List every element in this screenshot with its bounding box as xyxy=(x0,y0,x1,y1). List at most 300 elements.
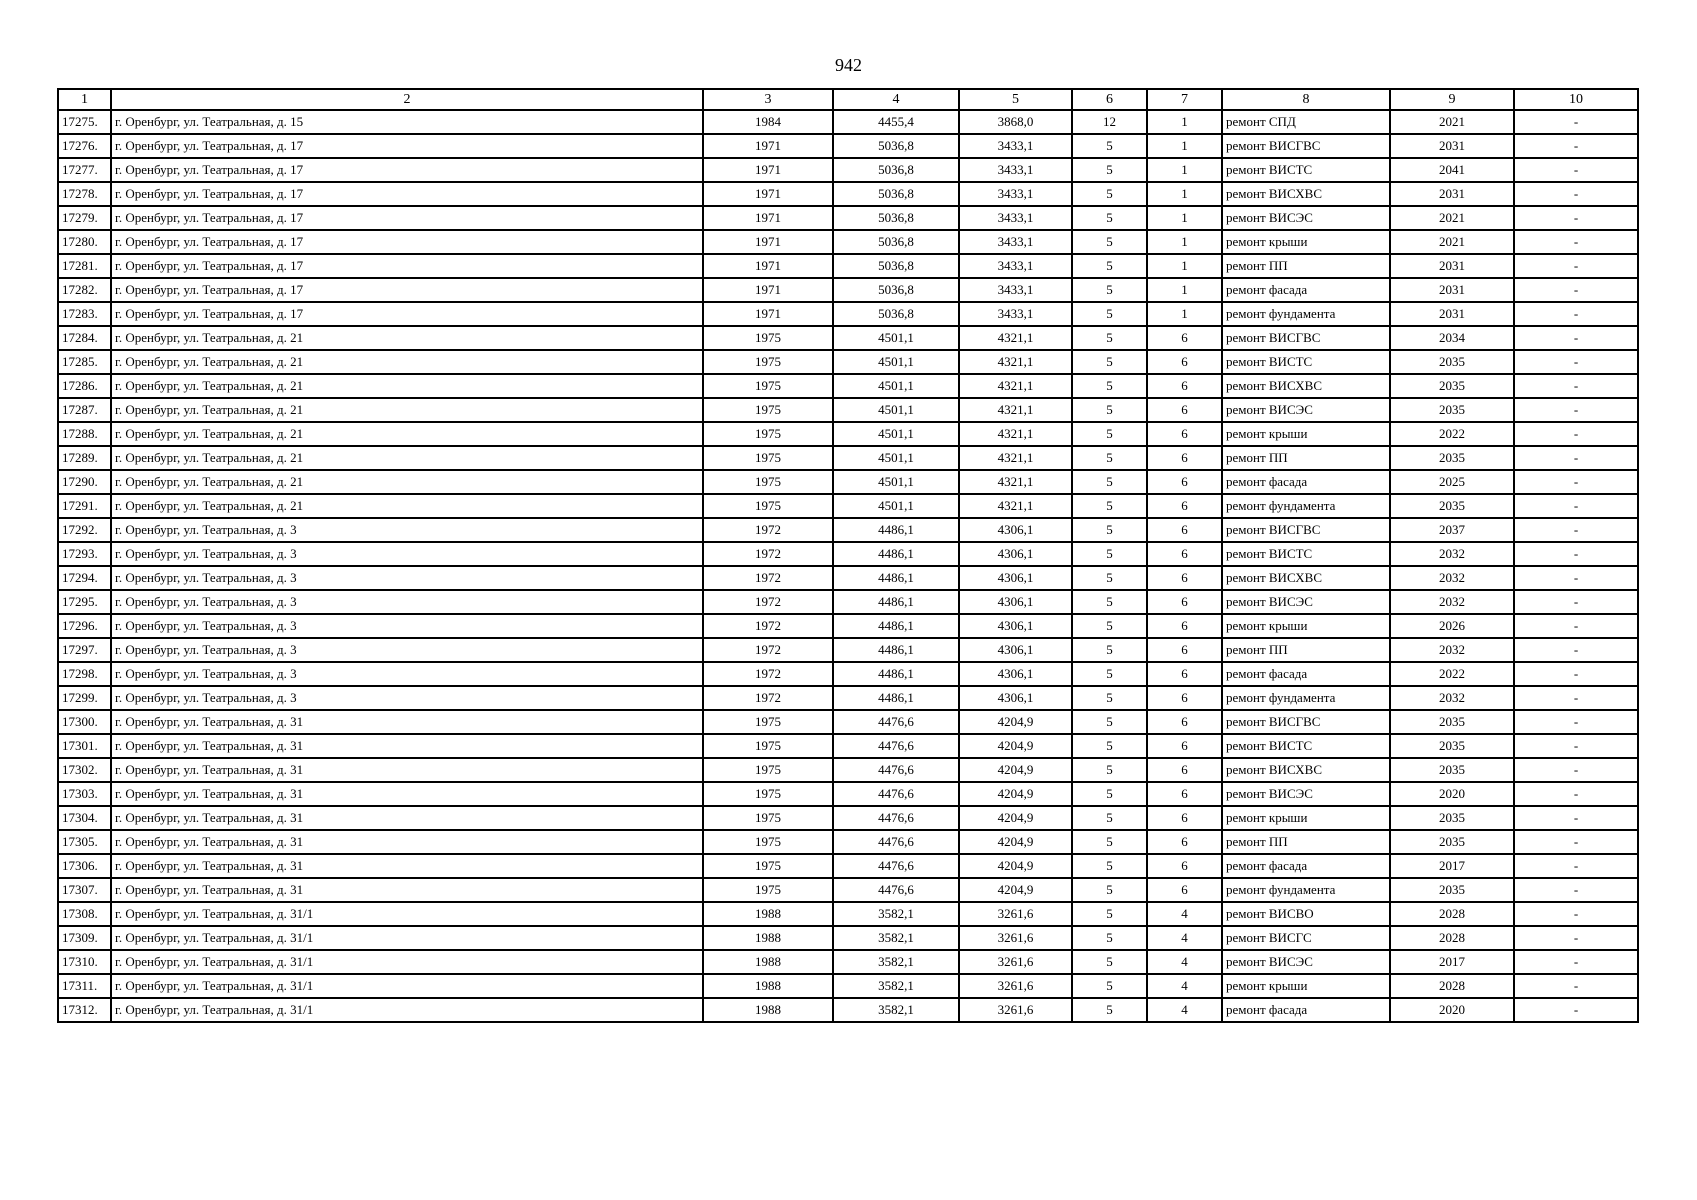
cell-living-area: 4204,9 xyxy=(959,854,1072,878)
cell-work-type: ремонт фасада xyxy=(1222,854,1390,878)
cell-work-type: ремонт ВИСГВС xyxy=(1222,518,1390,542)
cell-row-number: 17311. xyxy=(58,974,111,998)
cell-floors: 5 xyxy=(1072,542,1147,566)
cell-floors: 5 xyxy=(1072,134,1147,158)
cell-work-type: ремонт ВИСГВС xyxy=(1222,134,1390,158)
cell-year-built: 1972 xyxy=(703,614,833,638)
cell-planned-year: 2028 xyxy=(1390,902,1514,926)
cell-entrances: 6 xyxy=(1147,446,1222,470)
cell-address: г. Оренбург, ул. Театральная, д. 21 xyxy=(111,374,703,398)
cell-total-area: 5036,8 xyxy=(833,254,959,278)
cell-entrances: 6 xyxy=(1147,662,1222,686)
cell-entrances: 6 xyxy=(1147,878,1222,902)
cell-row-number: 17285. xyxy=(58,350,111,374)
cell-entrances: 1 xyxy=(1147,158,1222,182)
cell-floors: 5 xyxy=(1072,302,1147,326)
cell-year-built: 1975 xyxy=(703,758,833,782)
cell-row-number: 17297. xyxy=(58,638,111,662)
table-row xyxy=(58,182,1638,206)
cell-living-area: 3433,1 xyxy=(959,254,1072,278)
cell-entrances: 6 xyxy=(1147,638,1222,662)
cell-address: г. Оренбург, ул. Театральная, д. 3 xyxy=(111,614,703,638)
cell-floors: 5 xyxy=(1072,326,1147,350)
cell-row-number: 17281. xyxy=(58,254,111,278)
table-row xyxy=(58,830,1638,854)
cell-work-type: ремонт фасада xyxy=(1222,470,1390,494)
cell-cost: - xyxy=(1514,158,1638,182)
cell-year-built: 1971 xyxy=(703,134,833,158)
cell-living-area: 4321,1 xyxy=(959,494,1072,518)
cell-address: г. Оренбург, ул. Театральная, д. 31 xyxy=(111,854,703,878)
cell-entrances: 6 xyxy=(1147,614,1222,638)
cell-total-area: 5036,8 xyxy=(833,206,959,230)
cell-cost: - xyxy=(1514,254,1638,278)
cell-planned-year: 2026 xyxy=(1390,614,1514,638)
cell-floors: 5 xyxy=(1072,710,1147,734)
cell-address: г. Оренбург, ул. Театральная, д. 17 xyxy=(111,134,703,158)
cell-cost: - xyxy=(1514,830,1638,854)
cell-entrances: 6 xyxy=(1147,350,1222,374)
column-header-1: 1 xyxy=(58,89,111,110)
cell-total-area: 3582,1 xyxy=(833,902,959,926)
cell-living-area: 4204,9 xyxy=(959,758,1072,782)
cell-floors: 5 xyxy=(1072,926,1147,950)
cell-total-area: 4476,6 xyxy=(833,806,959,830)
cell-row-number: 17280. xyxy=(58,230,111,254)
cell-total-area: 4501,1 xyxy=(833,326,959,350)
column-header-8: 8 xyxy=(1222,89,1390,110)
cell-row-number: 17294. xyxy=(58,566,111,590)
cell-address: г. Оренбург, ул. Театральная, д. 15 xyxy=(111,110,703,134)
cell-row-number: 17309. xyxy=(58,926,111,950)
cell-address: г. Оренбург, ул. Театральная, д. 31/1 xyxy=(111,902,703,926)
cell-address: г. Оренбург, ул. Театральная, д. 3 xyxy=(111,518,703,542)
cell-entrances: 6 xyxy=(1147,374,1222,398)
cell-year-built: 1988 xyxy=(703,950,833,974)
cell-work-type: ремонт ВИСЭС xyxy=(1222,206,1390,230)
cell-floors: 5 xyxy=(1072,662,1147,686)
cell-floors: 5 xyxy=(1072,950,1147,974)
cell-entrances: 1 xyxy=(1147,254,1222,278)
cell-row-number: 17296. xyxy=(58,614,111,638)
column-header-5: 5 xyxy=(959,89,1072,110)
cell-floors: 5 xyxy=(1072,734,1147,758)
cell-total-area: 5036,8 xyxy=(833,134,959,158)
cell-living-area: 4321,1 xyxy=(959,398,1072,422)
cell-address: г. Оренбург, ул. Театральная, д. 3 xyxy=(111,662,703,686)
cell-living-area: 4321,1 xyxy=(959,374,1072,398)
cell-cost: - xyxy=(1514,398,1638,422)
cell-planned-year: 2035 xyxy=(1390,734,1514,758)
table-row xyxy=(58,758,1638,782)
cell-entrances: 1 xyxy=(1147,182,1222,206)
table-row xyxy=(58,878,1638,902)
column-header-4: 4 xyxy=(833,89,959,110)
cell-address: г. Оренбург, ул. Театральная, д. 21 xyxy=(111,350,703,374)
column-header-6: 6 xyxy=(1072,89,1147,110)
cell-entrances: 6 xyxy=(1147,470,1222,494)
table-row xyxy=(58,782,1638,806)
table-body xyxy=(58,110,1638,1022)
cell-work-type: ремонт ВИСХВС xyxy=(1222,566,1390,590)
cell-row-number: 17307. xyxy=(58,878,111,902)
cell-work-type: ремонт ВИСХВС xyxy=(1222,758,1390,782)
repair-schedule-table xyxy=(57,88,1639,1023)
cell-planned-year: 2020 xyxy=(1390,998,1514,1022)
table-row xyxy=(58,278,1638,302)
cell-total-area: 4501,1 xyxy=(833,446,959,470)
cell-work-type: ремонт ВИСГВС xyxy=(1222,326,1390,350)
cell-year-built: 1988 xyxy=(703,974,833,998)
cell-entrances: 4 xyxy=(1147,902,1222,926)
cell-row-number: 17292. xyxy=(58,518,111,542)
cell-planned-year: 2031 xyxy=(1390,254,1514,278)
cell-address: г. Оренбург, ул. Театральная, д. 17 xyxy=(111,302,703,326)
cell-address: г. Оренбург, ул. Театральная, д. 21 xyxy=(111,470,703,494)
cell-entrances: 6 xyxy=(1147,710,1222,734)
cell-row-number: 17277. xyxy=(58,158,111,182)
cell-work-type: ремонт крыши xyxy=(1222,974,1390,998)
column-header-2: 2 xyxy=(111,89,703,110)
cell-planned-year: 2035 xyxy=(1390,446,1514,470)
cell-entrances: 6 xyxy=(1147,782,1222,806)
cell-work-type: ремонт фасада xyxy=(1222,662,1390,686)
cell-total-area: 4486,1 xyxy=(833,566,959,590)
cell-total-area: 3582,1 xyxy=(833,974,959,998)
cell-total-area: 4486,1 xyxy=(833,518,959,542)
table-row xyxy=(58,374,1638,398)
cell-living-area: 4321,1 xyxy=(959,446,1072,470)
cell-living-area: 4204,9 xyxy=(959,734,1072,758)
cell-row-number: 17308. xyxy=(58,902,111,926)
cell-address: г. Оренбург, ул. Театральная, д. 31 xyxy=(111,830,703,854)
column-header-7: 7 xyxy=(1147,89,1222,110)
cell-cost: - xyxy=(1514,614,1638,638)
cell-address: г. Оренбург, ул. Театральная, д. 21 xyxy=(111,398,703,422)
cell-year-built: 1975 xyxy=(703,710,833,734)
table-row xyxy=(58,230,1638,254)
cell-work-type: ремонт крыши xyxy=(1222,806,1390,830)
cell-living-area: 3433,1 xyxy=(959,182,1072,206)
cell-planned-year: 2035 xyxy=(1390,350,1514,374)
cell-planned-year: 2031 xyxy=(1390,134,1514,158)
cell-planned-year: 2032 xyxy=(1390,542,1514,566)
cell-entrances: 6 xyxy=(1147,398,1222,422)
cell-row-number: 17300. xyxy=(58,710,111,734)
cell-work-type: ремонт ВИСЭС xyxy=(1222,950,1390,974)
cell-planned-year: 2031 xyxy=(1390,182,1514,206)
column-header-3: 3 xyxy=(703,89,833,110)
cell-planned-year: 2032 xyxy=(1390,590,1514,614)
cell-total-area: 4486,1 xyxy=(833,686,959,710)
cell-total-area: 4501,1 xyxy=(833,374,959,398)
cell-work-type: ремонт ВИСЭС xyxy=(1222,590,1390,614)
cell-cost: - xyxy=(1514,710,1638,734)
cell-row-number: 17302. xyxy=(58,758,111,782)
cell-floors: 5 xyxy=(1072,878,1147,902)
cell-year-built: 1972 xyxy=(703,638,833,662)
cell-total-area: 3582,1 xyxy=(833,950,959,974)
cell-address: г. Оренбург, ул. Театральная, д. 31 xyxy=(111,734,703,758)
cell-cost: - xyxy=(1514,302,1638,326)
cell-living-area: 3261,6 xyxy=(959,974,1072,998)
cell-work-type: ремонт фундамента xyxy=(1222,686,1390,710)
cell-work-type: ремонт фасада xyxy=(1222,998,1390,1022)
table-row xyxy=(58,542,1638,566)
cell-entrances: 1 xyxy=(1147,134,1222,158)
cell-row-number: 17301. xyxy=(58,734,111,758)
cell-floors: 5 xyxy=(1072,158,1147,182)
cell-row-number: 17305. xyxy=(58,830,111,854)
cell-year-built: 1975 xyxy=(703,806,833,830)
cell-planned-year: 2035 xyxy=(1390,710,1514,734)
cell-work-type: ремонт ВИСВО xyxy=(1222,902,1390,926)
cell-floors: 5 xyxy=(1072,182,1147,206)
cell-planned-year: 2035 xyxy=(1390,398,1514,422)
cell-floors: 5 xyxy=(1072,278,1147,302)
table-header xyxy=(58,89,1638,110)
cell-total-area: 4486,1 xyxy=(833,614,959,638)
cell-row-number: 17278. xyxy=(58,182,111,206)
cell-entrances: 6 xyxy=(1147,830,1222,854)
cell-row-number: 17288. xyxy=(58,422,111,446)
cell-cost: - xyxy=(1514,590,1638,614)
table-row xyxy=(58,134,1638,158)
table-row xyxy=(58,566,1638,590)
cell-cost: - xyxy=(1514,182,1638,206)
table-row xyxy=(58,422,1638,446)
cell-living-area: 4321,1 xyxy=(959,350,1072,374)
cell-cost: - xyxy=(1514,110,1638,134)
cell-work-type: ремонт фасада xyxy=(1222,278,1390,302)
cell-year-built: 1975 xyxy=(703,422,833,446)
cell-total-area: 4476,6 xyxy=(833,734,959,758)
cell-row-number: 17298. xyxy=(58,662,111,686)
cell-living-area: 3433,1 xyxy=(959,134,1072,158)
table-row xyxy=(58,662,1638,686)
cell-work-type: ремонт ВИСХВС xyxy=(1222,374,1390,398)
cell-total-area: 4501,1 xyxy=(833,470,959,494)
cell-cost: - xyxy=(1514,758,1638,782)
cell-entrances: 4 xyxy=(1147,950,1222,974)
cell-work-type: ремонт крыши xyxy=(1222,422,1390,446)
cell-cost: - xyxy=(1514,902,1638,926)
table-row xyxy=(58,854,1638,878)
cell-address: г. Оренбург, ул. Театральная, д. 21 xyxy=(111,326,703,350)
cell-floors: 5 xyxy=(1072,566,1147,590)
cell-floors: 5 xyxy=(1072,206,1147,230)
table-row xyxy=(58,302,1638,326)
cell-planned-year: 2020 xyxy=(1390,782,1514,806)
cell-living-area: 3261,6 xyxy=(959,926,1072,950)
cell-cost: - xyxy=(1514,974,1638,998)
cell-floors: 5 xyxy=(1072,638,1147,662)
table-row xyxy=(58,590,1638,614)
table-row xyxy=(58,998,1638,1022)
cell-floors: 5 xyxy=(1072,470,1147,494)
cell-entrances: 6 xyxy=(1147,806,1222,830)
cell-planned-year: 2032 xyxy=(1390,686,1514,710)
cell-row-number: 17276. xyxy=(58,134,111,158)
cell-year-built: 1975 xyxy=(703,350,833,374)
cell-address: г. Оренбург, ул. Театральная, д. 3 xyxy=(111,686,703,710)
cell-work-type: ремонт фундамента xyxy=(1222,302,1390,326)
cell-address: г. Оренбург, ул. Театральная, д. 17 xyxy=(111,278,703,302)
cell-floors: 5 xyxy=(1072,374,1147,398)
cell-year-built: 1971 xyxy=(703,230,833,254)
table-row xyxy=(58,470,1638,494)
cell-cost: - xyxy=(1514,446,1638,470)
cell-year-built: 1971 xyxy=(703,254,833,278)
cell-cost: - xyxy=(1514,782,1638,806)
cell-planned-year: 2025 xyxy=(1390,470,1514,494)
cell-entrances: 4 xyxy=(1147,998,1222,1022)
cell-year-built: 1975 xyxy=(703,374,833,398)
cell-cost: - xyxy=(1514,806,1638,830)
cell-floors: 5 xyxy=(1072,398,1147,422)
cell-living-area: 4306,1 xyxy=(959,686,1072,710)
cell-total-area: 3582,1 xyxy=(833,998,959,1022)
cell-living-area: 3261,6 xyxy=(959,998,1072,1022)
cell-entrances: 1 xyxy=(1147,206,1222,230)
cell-work-type: ремонт ВИСТС xyxy=(1222,734,1390,758)
cell-work-type: ремонт ВИСГВС xyxy=(1222,710,1390,734)
cell-entrances: 6 xyxy=(1147,734,1222,758)
cell-row-number: 17293. xyxy=(58,542,111,566)
cell-entrances: 6 xyxy=(1147,494,1222,518)
cell-address: г. Оренбург, ул. Театральная, д. 3 xyxy=(111,638,703,662)
cell-living-area: 4306,1 xyxy=(959,638,1072,662)
cell-cost: - xyxy=(1514,638,1638,662)
table-row xyxy=(58,254,1638,278)
cell-work-type: ремонт крыши xyxy=(1222,230,1390,254)
cell-entrances: 1 xyxy=(1147,230,1222,254)
cell-work-type: ремонт ПП xyxy=(1222,830,1390,854)
cell-living-area: 4321,1 xyxy=(959,326,1072,350)
cell-cost: - xyxy=(1514,542,1638,566)
cell-cost: - xyxy=(1514,686,1638,710)
cell-row-number: 17286. xyxy=(58,374,111,398)
cell-living-area: 4321,1 xyxy=(959,422,1072,446)
cell-entrances: 6 xyxy=(1147,854,1222,878)
cell-floors: 5 xyxy=(1072,854,1147,878)
column-header-10: 10 xyxy=(1514,89,1638,110)
cell-floors: 5 xyxy=(1072,518,1147,542)
cell-total-area: 4476,6 xyxy=(833,830,959,854)
cell-total-area: 4476,6 xyxy=(833,710,959,734)
cell-work-type: ремонт ВИСТС xyxy=(1222,542,1390,566)
header-row xyxy=(58,89,1638,110)
cell-year-built: 1975 xyxy=(703,398,833,422)
cell-living-area: 4306,1 xyxy=(959,542,1072,566)
cell-living-area: 3261,6 xyxy=(959,950,1072,974)
cell-year-built: 1975 xyxy=(703,782,833,806)
cell-floors: 5 xyxy=(1072,446,1147,470)
cell-work-type: ремонт ВИСГС xyxy=(1222,926,1390,950)
cell-cost: - xyxy=(1514,494,1638,518)
cell-entrances: 4 xyxy=(1147,974,1222,998)
cell-total-area: 4486,1 xyxy=(833,638,959,662)
cell-address: г. Оренбург, ул. Театральная, д. 17 xyxy=(111,158,703,182)
cell-living-area: 4306,1 xyxy=(959,662,1072,686)
cell-living-area: 4204,9 xyxy=(959,806,1072,830)
cell-planned-year: 2035 xyxy=(1390,758,1514,782)
table-row xyxy=(58,902,1638,926)
cell-address: г. Оренбург, ул. Театральная, д. 31 xyxy=(111,782,703,806)
cell-address: г. Оренбург, ул. Театральная, д. 31/1 xyxy=(111,950,703,974)
cell-total-area: 4476,6 xyxy=(833,854,959,878)
cell-entrances: 1 xyxy=(1147,110,1222,134)
cell-work-type: ремонт ПП xyxy=(1222,638,1390,662)
cell-planned-year: 2037 xyxy=(1390,518,1514,542)
cell-total-area: 4501,1 xyxy=(833,494,959,518)
cell-address: г. Оренбург, ул. Театральная, д. 31/1 xyxy=(111,974,703,998)
cell-row-number: 17295. xyxy=(58,590,111,614)
cell-floors: 12 xyxy=(1072,110,1147,134)
cell-row-number: 17299. xyxy=(58,686,111,710)
cell-year-built: 1988 xyxy=(703,926,833,950)
cell-planned-year: 2034 xyxy=(1390,326,1514,350)
cell-cost: - xyxy=(1514,278,1638,302)
cell-living-area: 3433,1 xyxy=(959,230,1072,254)
cell-row-number: 17310. xyxy=(58,950,111,974)
cell-work-type: ремонт ВИСХВС xyxy=(1222,182,1390,206)
cell-entrances: 6 xyxy=(1147,518,1222,542)
cell-row-number: 17290. xyxy=(58,470,111,494)
table-row xyxy=(58,734,1638,758)
cell-cost: - xyxy=(1514,998,1638,1022)
cell-address: г. Оренбург, ул. Театральная, д. 31 xyxy=(111,710,703,734)
cell-total-area: 5036,8 xyxy=(833,302,959,326)
cell-cost: - xyxy=(1514,662,1638,686)
cell-planned-year: 2041 xyxy=(1390,158,1514,182)
cell-cost: - xyxy=(1514,566,1638,590)
cell-planned-year: 2035 xyxy=(1390,878,1514,902)
cell-entrances: 6 xyxy=(1147,566,1222,590)
cell-address: г. Оренбург, ул. Театральная, д. 17 xyxy=(111,182,703,206)
cell-address: г. Оренбург, ул. Театральная, д. 31 xyxy=(111,758,703,782)
cell-floors: 5 xyxy=(1072,782,1147,806)
table-row xyxy=(58,206,1638,230)
cell-cost: - xyxy=(1514,950,1638,974)
column-header-9: 9 xyxy=(1390,89,1514,110)
cell-work-type: ремонт ПП xyxy=(1222,254,1390,278)
cell-row-number: 17287. xyxy=(58,398,111,422)
table-row xyxy=(58,950,1638,974)
cell-living-area: 4204,9 xyxy=(959,782,1072,806)
cell-floors: 5 xyxy=(1072,758,1147,782)
cell-total-area: 4476,6 xyxy=(833,758,959,782)
cell-entrances: 6 xyxy=(1147,422,1222,446)
cell-total-area: 5036,8 xyxy=(833,230,959,254)
cell-year-built: 1975 xyxy=(703,470,833,494)
cell-cost: - xyxy=(1514,470,1638,494)
cell-living-area: 4306,1 xyxy=(959,566,1072,590)
cell-total-area: 3582,1 xyxy=(833,926,959,950)
cell-living-area: 3433,1 xyxy=(959,158,1072,182)
cell-planned-year: 2028 xyxy=(1390,926,1514,950)
cell-floors: 5 xyxy=(1072,686,1147,710)
cell-total-area: 4476,6 xyxy=(833,782,959,806)
cell-row-number: 17284. xyxy=(58,326,111,350)
cell-year-built: 1971 xyxy=(703,182,833,206)
cell-floors: 5 xyxy=(1072,590,1147,614)
cell-living-area: 4321,1 xyxy=(959,470,1072,494)
table-row xyxy=(58,446,1638,470)
cell-planned-year: 2022 xyxy=(1390,662,1514,686)
cell-address: г. Оренбург, ул. Театральная, д. 31 xyxy=(111,806,703,830)
cell-floors: 5 xyxy=(1072,254,1147,278)
